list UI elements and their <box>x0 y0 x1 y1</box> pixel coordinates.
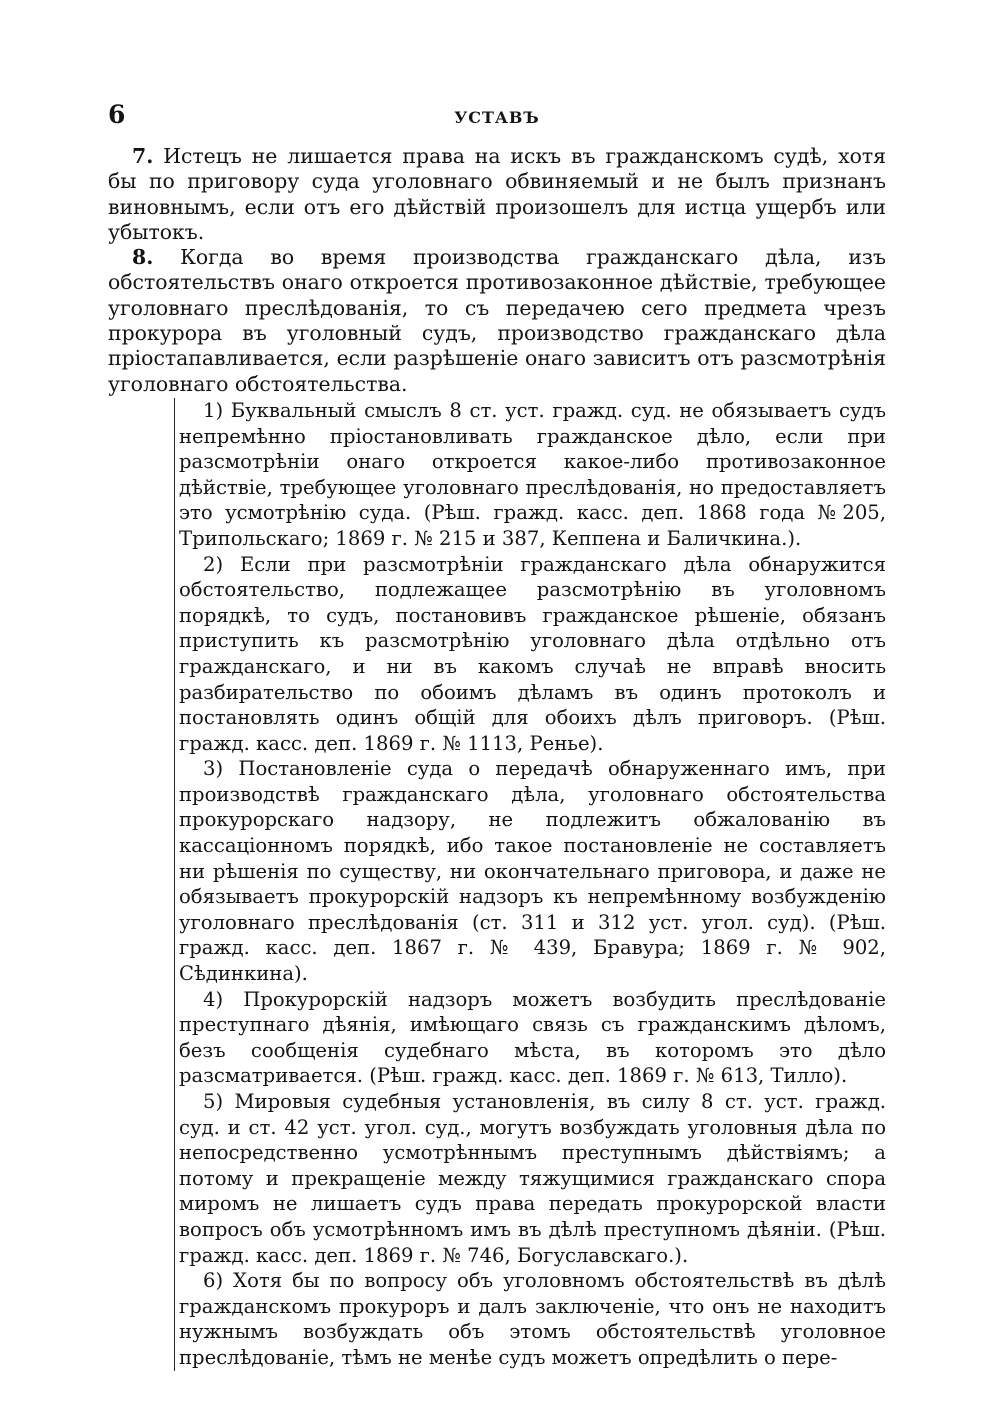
decision-5: 5) Мировыя судебныя установленія, въ силу 8 ст. уст. гражд. суд. и ст. 42 уст. угол. суд., могутъ возбуждать уголовныя дѣла по непосредственно усмотрѣннымъ преступнымъ дѣйствіямъ; а потому и прекращеніе между тяжущимися гражданскаго спора миромъ не лишаетъ судъ права передать прокурорской власти вопросъ объ усмотрѣнномъ имъ въ дѣлѣ преступномъ дѣяніи. (Рѣш. гражд. касс. деп. 1869 г. № 746, Богуславскаго.). <box>179 1090 886 1267</box>
page-number: 6 <box>108 100 126 129</box>
decision-4: 4) Прокурорскій надзоръ можетъ возбудить преслѣдованіе преступнаго дѣянія, имѣющаго связь съ гражданскимъ дѣломъ, безъ сообщенія судебнаго мѣста, въ которомъ это дѣло разсматривается. (Рѣш. гражд. касс. деп. 1869 г. № 613, Тилло). <box>179 987 886 1088</box>
article-number: 8. <box>132 245 154 270</box>
page-header <box>108 96 886 144</box>
decision-6: 6) Хотя бы по вопросу объ уголовномъ обстоятельствѣ въ дѣлѣ гражданскомъ прокуроръ и далъ заключеніе, что онъ не находитъ нужнымъ возбуждать объ этомъ обстоятельствѣ уголовное преслѣдованіе, тѣмъ не менѣе судъ можетъ опредѣлить о пере- <box>179 1269 886 1369</box>
article-7 <box>108 144 886 245</box>
decision-3: 3) Постановленіе суда о передачѣ обнаруженнаго имъ, при производствѣ гражданскаго дѣла, уголовнаго обстоятельства прокурорскаго надзору, не подлежитъ обжалованію въ кассаціонномъ порядкѣ, ибо такое постановленіе не составляетъ ни рѣшенія по существу, ни окончательнаго приговора, и даже не обязываетъ прокурорскій надзоръ къ непремѣнному возбужденію уголовнаго преслѣдованія (ст. 311 и 312 уст. угол. суд). (Рѣш. гражд. касс. деп. 1867 г. № 439, Бравура; 1869 г. № 902, Сѣдинкина). <box>179 757 886 986</box>
article-text: Когда во время производства гражданскаго дѣла, изъ обстоятельствъ онаго откроется противозаконное дѣйствіе, требующее уголовнаго преслѣдованія, то съ передачею сего предмета чрезъ прокурора въ уголовный судъ, производство гражданскаго дѣла пріостапавливается, если разрѣшеніе онаго зависитъ отъ разсмотрѣнія уголовнаго обстоятельства. <box>108 245 887 396</box>
article-number: 7. <box>132 144 154 168</box>
decision-2: 2) Если при разсмотрѣніи гражданскаго дѣла обнаружится обстоятельство, подлежащее разсмотрѣнію въ уголовномъ порядкѣ, то судъ, постановивъ гражданское рѣшеніе, обязанъ приступить къ разсмотрѣнію уголовнаго дѣла отдѣльно отъ гражданскаго, и ни въ какомъ случаѣ не вправѣ вносить разбирательство по обоимъ дѣламъ въ одинъ протоколъ и постановлять одинъ общій для обоихъ дѣлъ приговоръ. (Рѣш. гражд. касс. деп. 1869 г. № 1113, Ренье). <box>179 552 886 755</box>
article-8 <box>108 245 886 397</box>
running-title: УСТАВЪ <box>454 108 540 127</box>
cassation-decisions <box>174 398 886 1371</box>
book-page <box>108 96 886 1371</box>
article-text: Истецъ не лишается права на искъ въ гражданскомъ судѣ, хотя бы по приговору суда уголовнаго обвиняемый и не былъ признанъ виновнымъ, если отъ его дѣйствій произошелъ для истца ущербъ или убытокъ. <box>108 144 886 244</box>
decision-1: 1) Буквальный смыслъ 8 ст. уст. гражд. суд. не обязываетъ судъ непремѣнно пріостановливать гражданское дѣло, если при разсмотрѣніи онаго откроется какое-либо противозаконное дѣйствіе, требующее уголовнаго преслѣдованія, но предоставляетъ это усмотрѣнію суда. (Рѣш. гражд. касс. деп. 1868 года №205, Трипольскаго; 1869 г. № 215 и 387, Кеппена и Баличкина.). <box>179 398 886 550</box>
